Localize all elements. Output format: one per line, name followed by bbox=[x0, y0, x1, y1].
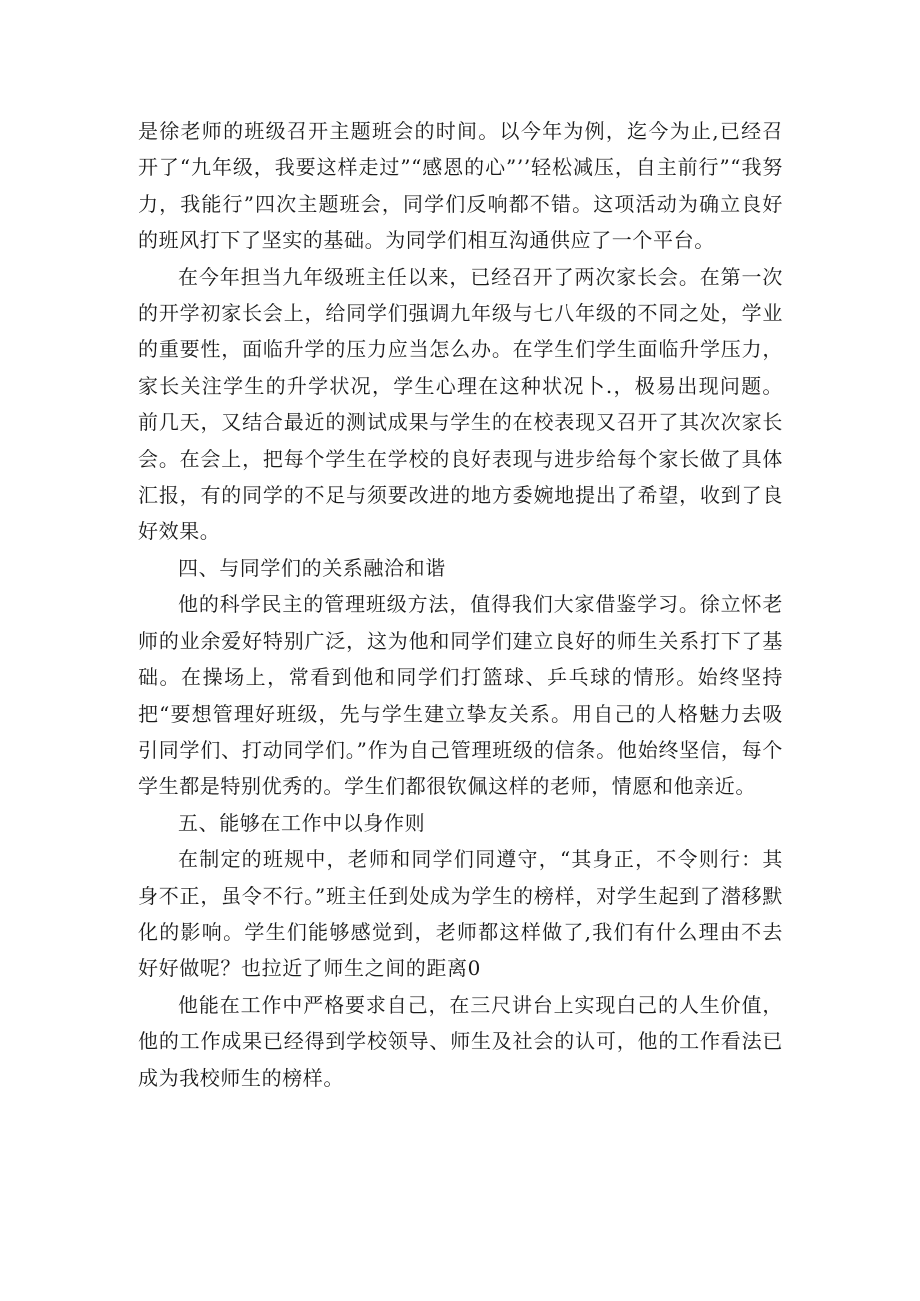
paragraph-class-meetings: 是徐老师的班级召开主题班会的时间。以今年为例，迄今为止,已经召开了“九年级，我要这样走过”“感恩的心”’’轻松减压，自主前行”“我努力，我能行”四次主题班会，同学们反响都不错。这项活动为确立良好的班风打下了坚实的基础。为同学们相互沟通供应了一个平台。 bbox=[138, 119, 783, 253]
section-heading-relations: 四、与同学们的关系融洽和谐 bbox=[178, 555, 446, 580]
document-body bbox=[138, 113, 783, 1096]
paragraph-parent-meetings: 在今年担当九年级班主任以来，已经召开了两次家长会。在第一次的开学初家长会上，给同学们强调九年级与七八年级的不同之处，学业的重要性，面临升学的压力应当怎么办。在学生们学生面临升学压力，家长关注学生的升学状况，学生心理在这种状况卜.，极易出现问题。前几天，又结合最近的测试成果与学生的在校表现又召开了其次次家长会。在会上，把每个学生在学校的良好表现与进步给每个家长做了具体汇报，有的同学的不足与须要改进的地方委婉地提出了希望，收到了良好效果。 bbox=[138, 264, 783, 544]
paragraph-conclusion: 他能在工作中严格要求自己，在三尺讲台上实现白己的人生价值，他的工作成果已经得到学校领导、师生及社会的认可，他的工作看法已成为我校师生的榜样。 bbox=[138, 992, 783, 1090]
paragraph-management-method: 他的科学民主的管理班级方法，值得我们大家借鉴学习。徐立怀老师的业余爱好特别广泛，这为他和同学们建立良好的师生关系打下了基础。在操场上，常看到他和同学们打篮球、乒乓球的情形。始终坚持把“要想管理好班级，先与学生建立挚友关系。用自己的人格魅力去吸引同学们、打动同学们。”作为自己管理班级的信条。他始终坚信，每个学生都是特别优秀的。学生们都很钦佩这样的老师，情愿和他亲近。 bbox=[138, 592, 783, 799]
paragraph-class-rules: 在制定的班规中，老师和同学们同遵守，“其身正，不令则行：其身不正，虽令不行。”班主任到处成为学生的榜样，对学生起到了潜移默化的影响。学生们能够感觉到，老师都这样做了,我们有什么理由不去好好做呢？也拉近了师生之间的距离0 bbox=[138, 847, 783, 981]
section-heading-example: 五、能够在工作中以身作则 bbox=[178, 810, 426, 835]
